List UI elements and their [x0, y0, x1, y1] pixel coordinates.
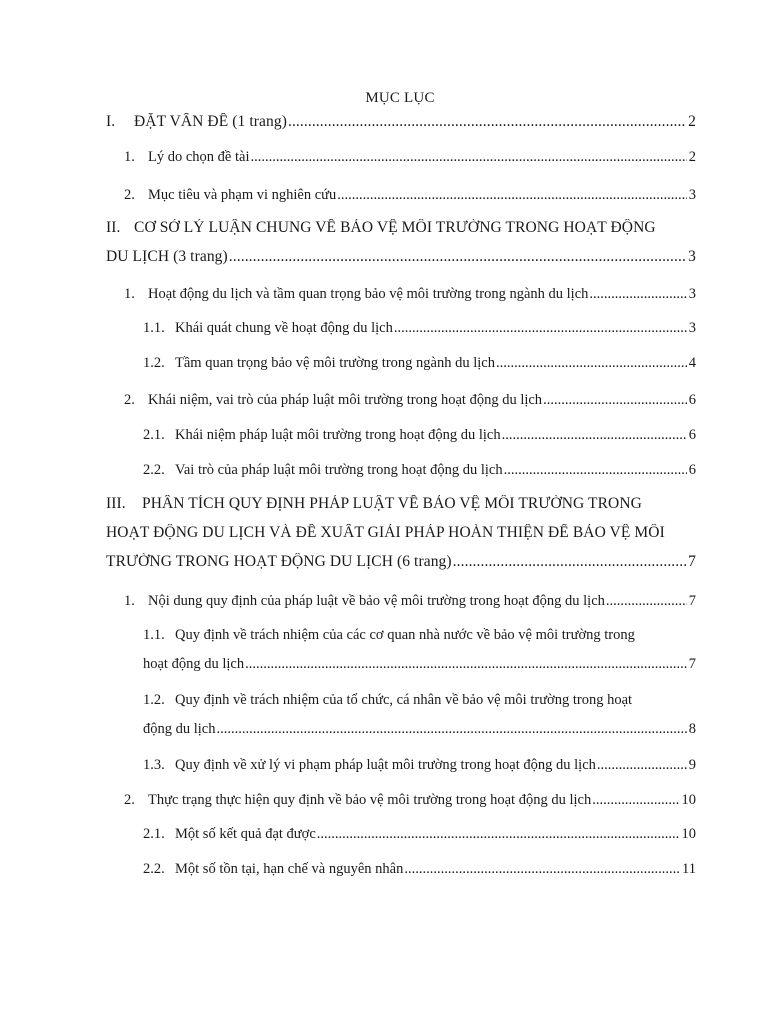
- toc-entry-title-cont: hoạt động du lịch: [143, 656, 245, 672]
- toc-entry-i-1[interactable]: [124, 147, 696, 167]
- toc-entry-number: 2.: [124, 187, 135, 203]
- toc-entry-iii-1[interactable]: [124, 591, 696, 611]
- dot-leader: [288, 113, 686, 131]
- toc-entry-page: 2: [688, 149, 696, 165]
- toc-entry-title: Khái quát chung về hoạt động du lịch: [175, 320, 393, 336]
- toc-entry-number: 2.1.: [143, 427, 165, 443]
- toc-entry-number: 2.2.: [143, 462, 165, 478]
- toc-title: MỤC LỤC: [365, 90, 435, 106]
- toc-entry-page: 2: [688, 113, 696, 130]
- toc-entry-page: 6: [688, 392, 696, 408]
- toc-entry-number: 2.: [124, 392, 135, 408]
- dot-leader: [453, 553, 686, 571]
- toc-entry-title: Một số kết quả đạt được: [175, 826, 316, 842]
- toc-entry-page: 3: [688, 286, 696, 302]
- toc-entry-page: 6: [688, 462, 696, 478]
- dot-leader: [597, 755, 687, 775]
- toc-entry-number: 1.: [124, 149, 135, 165]
- toc-entry-page: 3: [688, 248, 696, 265]
- dot-leader: [496, 353, 687, 373]
- toc-entry-iii-1-1[interactable]: [143, 625, 703, 645]
- dot-leader: [217, 719, 687, 739]
- toc-entry-title: Nội dung quy định của pháp luật về bảo vệ môi trường trong hoạt động du lịch: [148, 593, 605, 609]
- toc-entry-number: I.: [106, 113, 116, 130]
- toc-entry-ii-2-2[interactable]: [143, 460, 696, 480]
- toc-entry-page: 8: [688, 721, 696, 737]
- toc-entry-iii-2-2[interactable]: [143, 859, 696, 879]
- toc-entry-page: 3: [688, 187, 696, 203]
- toc-entry-iii-1-2[interactable]: [143, 690, 703, 710]
- dot-leader: [404, 859, 680, 879]
- toc-entry-title: Khái niệm pháp luật môi trường trong hoạt động du lịch: [175, 427, 501, 443]
- toc-entry-iii-cont2[interactable]: [106, 553, 696, 571]
- toc-entry-title: PHÂN TÍCH QUY ĐỊNH PHÁP LUẬT VỀ BẢO VỆ MÔI TRƯỜNG TRONG: [142, 495, 642, 512]
- toc-entry-ii-2-1[interactable]: [143, 425, 696, 445]
- toc-entry-number: 1.2.: [143, 692, 165, 708]
- dot-leader: [317, 824, 680, 844]
- toc-entry-number: 1.1.: [143, 627, 165, 643]
- toc-entry-i[interactable]: [106, 113, 696, 131]
- dot-leader: [606, 591, 687, 611]
- toc-entry-number: 1.1.: [143, 320, 165, 336]
- dot-leader: [504, 460, 687, 480]
- toc-entry-ii-1-1[interactable]: [143, 318, 696, 338]
- toc-entry-title-cont: động du lịch: [143, 721, 216, 737]
- toc-entry-page: 10: [681, 826, 696, 842]
- toc-entry-title-cont2: TRƯỜNG TRONG HOẠT ĐỘNG DU LỊCH (6 trang): [106, 553, 452, 570]
- toc-entry-page: 7: [688, 553, 696, 570]
- toc-entry-iii-1-1-cont[interactable]: [143, 654, 696, 674]
- toc-entry-page: 9: [688, 757, 696, 773]
- toc-entry-title: Quy định về trách nhiệm của tổ chức, cá nhân về bảo vệ môi trường trong hoạt: [175, 692, 633, 708]
- toc-entry-title-cont: HOẠT ĐỘNG DU LỊCH VÀ ĐỀ XUẤT GIẢI PHÁP HOÀN THIỆN ĐỂ BẢO VỆ MÔI: [106, 524, 665, 541]
- toc-entry-iii[interactable]: [106, 495, 706, 513]
- toc-entry-title: Tầm quan trọng bảo vệ môi trường trong ngành du lịch: [175, 355, 495, 371]
- toc-entry-page: 7: [688, 593, 696, 609]
- toc-entry-page: 4: [688, 355, 696, 371]
- toc-entry-title: CƠ SỞ LÝ LUẬN CHUNG VỀ BẢO VỆ MÔI TRƯỜNG TRONG HOẠT ĐỘNG: [134, 219, 656, 236]
- toc-entry-page: 6: [688, 427, 696, 443]
- toc-entry-title: Hoạt động du lịch và tầm quan trọng bảo vệ môi trường trong ngành du lịch: [148, 286, 589, 302]
- toc-entry-title: ĐẶT VẤN ĐỀ (1 trang): [134, 113, 287, 130]
- dot-leader: [394, 318, 687, 338]
- toc-entry-title: Vai trò của pháp luật môi trường trong hoạt động du lịch: [175, 462, 503, 478]
- toc-entry-page: 11: [682, 861, 696, 877]
- toc-entry-ii-1[interactable]: [124, 284, 696, 304]
- toc-entry-number: 1.3.: [143, 757, 165, 773]
- toc-entry-ii-2[interactable]: [124, 390, 696, 410]
- toc-entry-page: 7: [688, 656, 696, 672]
- toc-entry-page: 3: [688, 320, 696, 336]
- dot-leader: [250, 147, 686, 167]
- toc-entry-number: 2.: [124, 792, 135, 808]
- toc-entry-title: Quy định về xử lý vi phạm pháp luật môi trường trong hoạt động du lịch: [175, 757, 596, 773]
- dot-leader: [245, 654, 687, 674]
- dot-leader: [502, 425, 687, 445]
- toc-entry-page: 10: [681, 792, 696, 808]
- toc-entry-title: Khái niệm, vai trò của pháp luật môi trường trong hoạt động du lịch: [148, 392, 543, 408]
- toc-entry-number: 1.: [124, 286, 135, 302]
- dot-leader: [229, 248, 686, 266]
- toc-entry-title: Một số tồn tại, hạn chế và nguyên nhân: [175, 861, 404, 877]
- toc-entry-number: 2.2.: [143, 861, 165, 877]
- dot-leader: [589, 284, 686, 304]
- toc-entry-iii-2[interactable]: [124, 790, 696, 810]
- toc-entry-ii[interactable]: [106, 219, 706, 237]
- toc-entry-number: 2.1.: [143, 826, 165, 842]
- toc-entry-iii-2-1[interactable]: [143, 824, 696, 844]
- toc-entry-ii-1-2[interactable]: [143, 353, 696, 373]
- dot-leader: [543, 390, 687, 410]
- toc-entry-i-2[interactable]: [124, 185, 696, 205]
- dot-leader: [337, 185, 686, 205]
- toc-entry-number: 1.2.: [143, 355, 165, 371]
- toc-entry-iii-1-2-cont[interactable]: [143, 719, 696, 739]
- toc-entry-ii-cont[interactable]: [106, 248, 696, 266]
- toc-entry-iii-1-3[interactable]: [143, 755, 696, 775]
- toc-entry-title-cont: DU LỊCH (3 trang): [106, 248, 228, 265]
- toc-entry-iii-cont[interactable]: [106, 524, 706, 542]
- toc-entry-title: Mục tiêu và phạm vi nghiên cứu: [148, 187, 337, 203]
- toc-entry-title: Quy định về trách nhiệm của các cơ quan nhà nước về bảo vệ môi trường trong: [175, 627, 635, 643]
- toc-entry-number: 1.: [124, 593, 135, 609]
- toc-entry-number: II.: [106, 219, 121, 236]
- toc-entry-title: Lý do chọn đề tài: [148, 149, 250, 165]
- toc-entry-number: III.: [106, 495, 126, 512]
- toc-entry-title: Thực trạng thực hiện quy định về bảo vệ môi trường trong hoạt động du lịch: [148, 792, 592, 808]
- dot-leader: [592, 790, 679, 810]
